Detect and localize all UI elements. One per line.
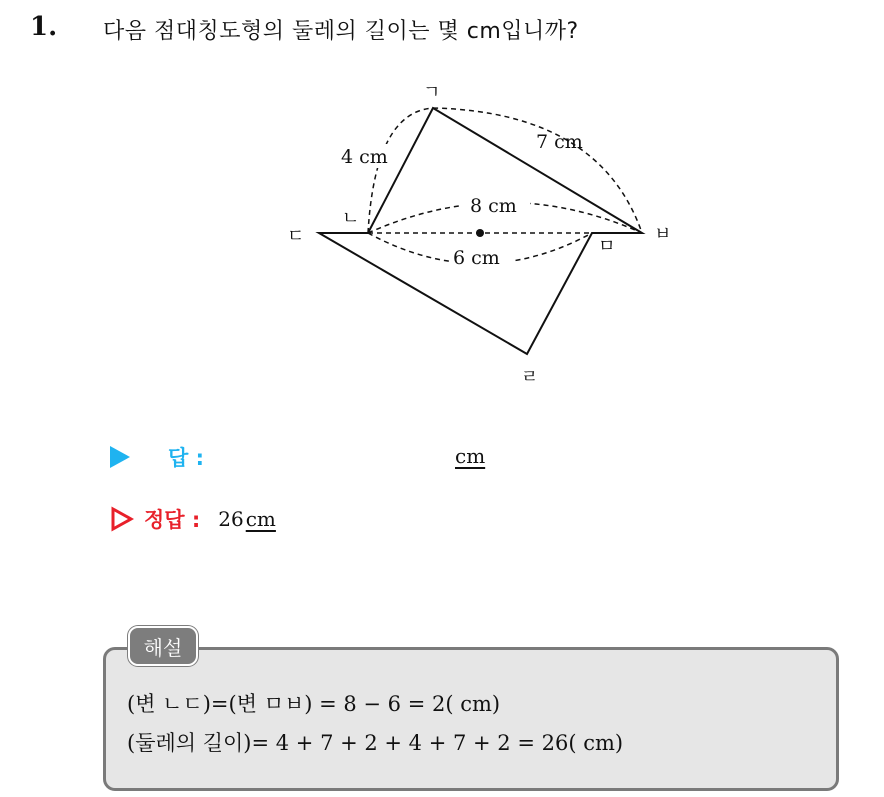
- label-6cm: 6 cm: [453, 247, 500, 269]
- question-text: 다음 점대칭도형의 둘레의 길이는 몇 cm입니까?: [103, 19, 579, 44]
- label-7cm: 7 cm: [536, 131, 583, 153]
- vertex-label-m: ㅁ: [598, 236, 616, 257]
- explanation-line-1: (변 ㄴㄷ)=(변 ㅁㅂ) = 8 − 6 = 2( cm): [127, 692, 501, 716]
- label-8cm: 8 cm: [470, 195, 517, 217]
- center-point: [476, 229, 484, 237]
- point-symmetric-figure: [270, 72, 690, 392]
- vertex-label-r: ㄹ: [521, 367, 539, 388]
- correct-value: 26: [218, 507, 244, 531]
- answer-unit: cm: [455, 444, 486, 468]
- explanation-box: [103, 647, 839, 791]
- filled-triangle-icon: [110, 446, 130, 468]
- vertex-label-d: ㄷ: [287, 226, 305, 247]
- correct-unit: cm: [245, 507, 276, 531]
- vertex-label-n: ㄴ: [342, 208, 360, 229]
- vertex-label-g: ㄱ: [423, 82, 441, 103]
- answer-label: 답 :: [168, 446, 204, 470]
- vertex-label-b: ㅂ: [654, 224, 672, 245]
- question-number: 1.: [30, 12, 58, 42]
- correct-label: 정답 :: [144, 508, 201, 532]
- explanation-line-2: (둘레의 길이)= 4 + 7 + 2 + 4 + 7 + 2 = 26( cm): [127, 731, 624, 755]
- outline-triangle-icon: [110, 506, 134, 532]
- explanation-tab: 해설: [128, 626, 198, 666]
- correct-answer-row: [110, 503, 276, 535]
- answer-row: [110, 442, 204, 472]
- label-4cm: 4 cm: [341, 146, 388, 168]
